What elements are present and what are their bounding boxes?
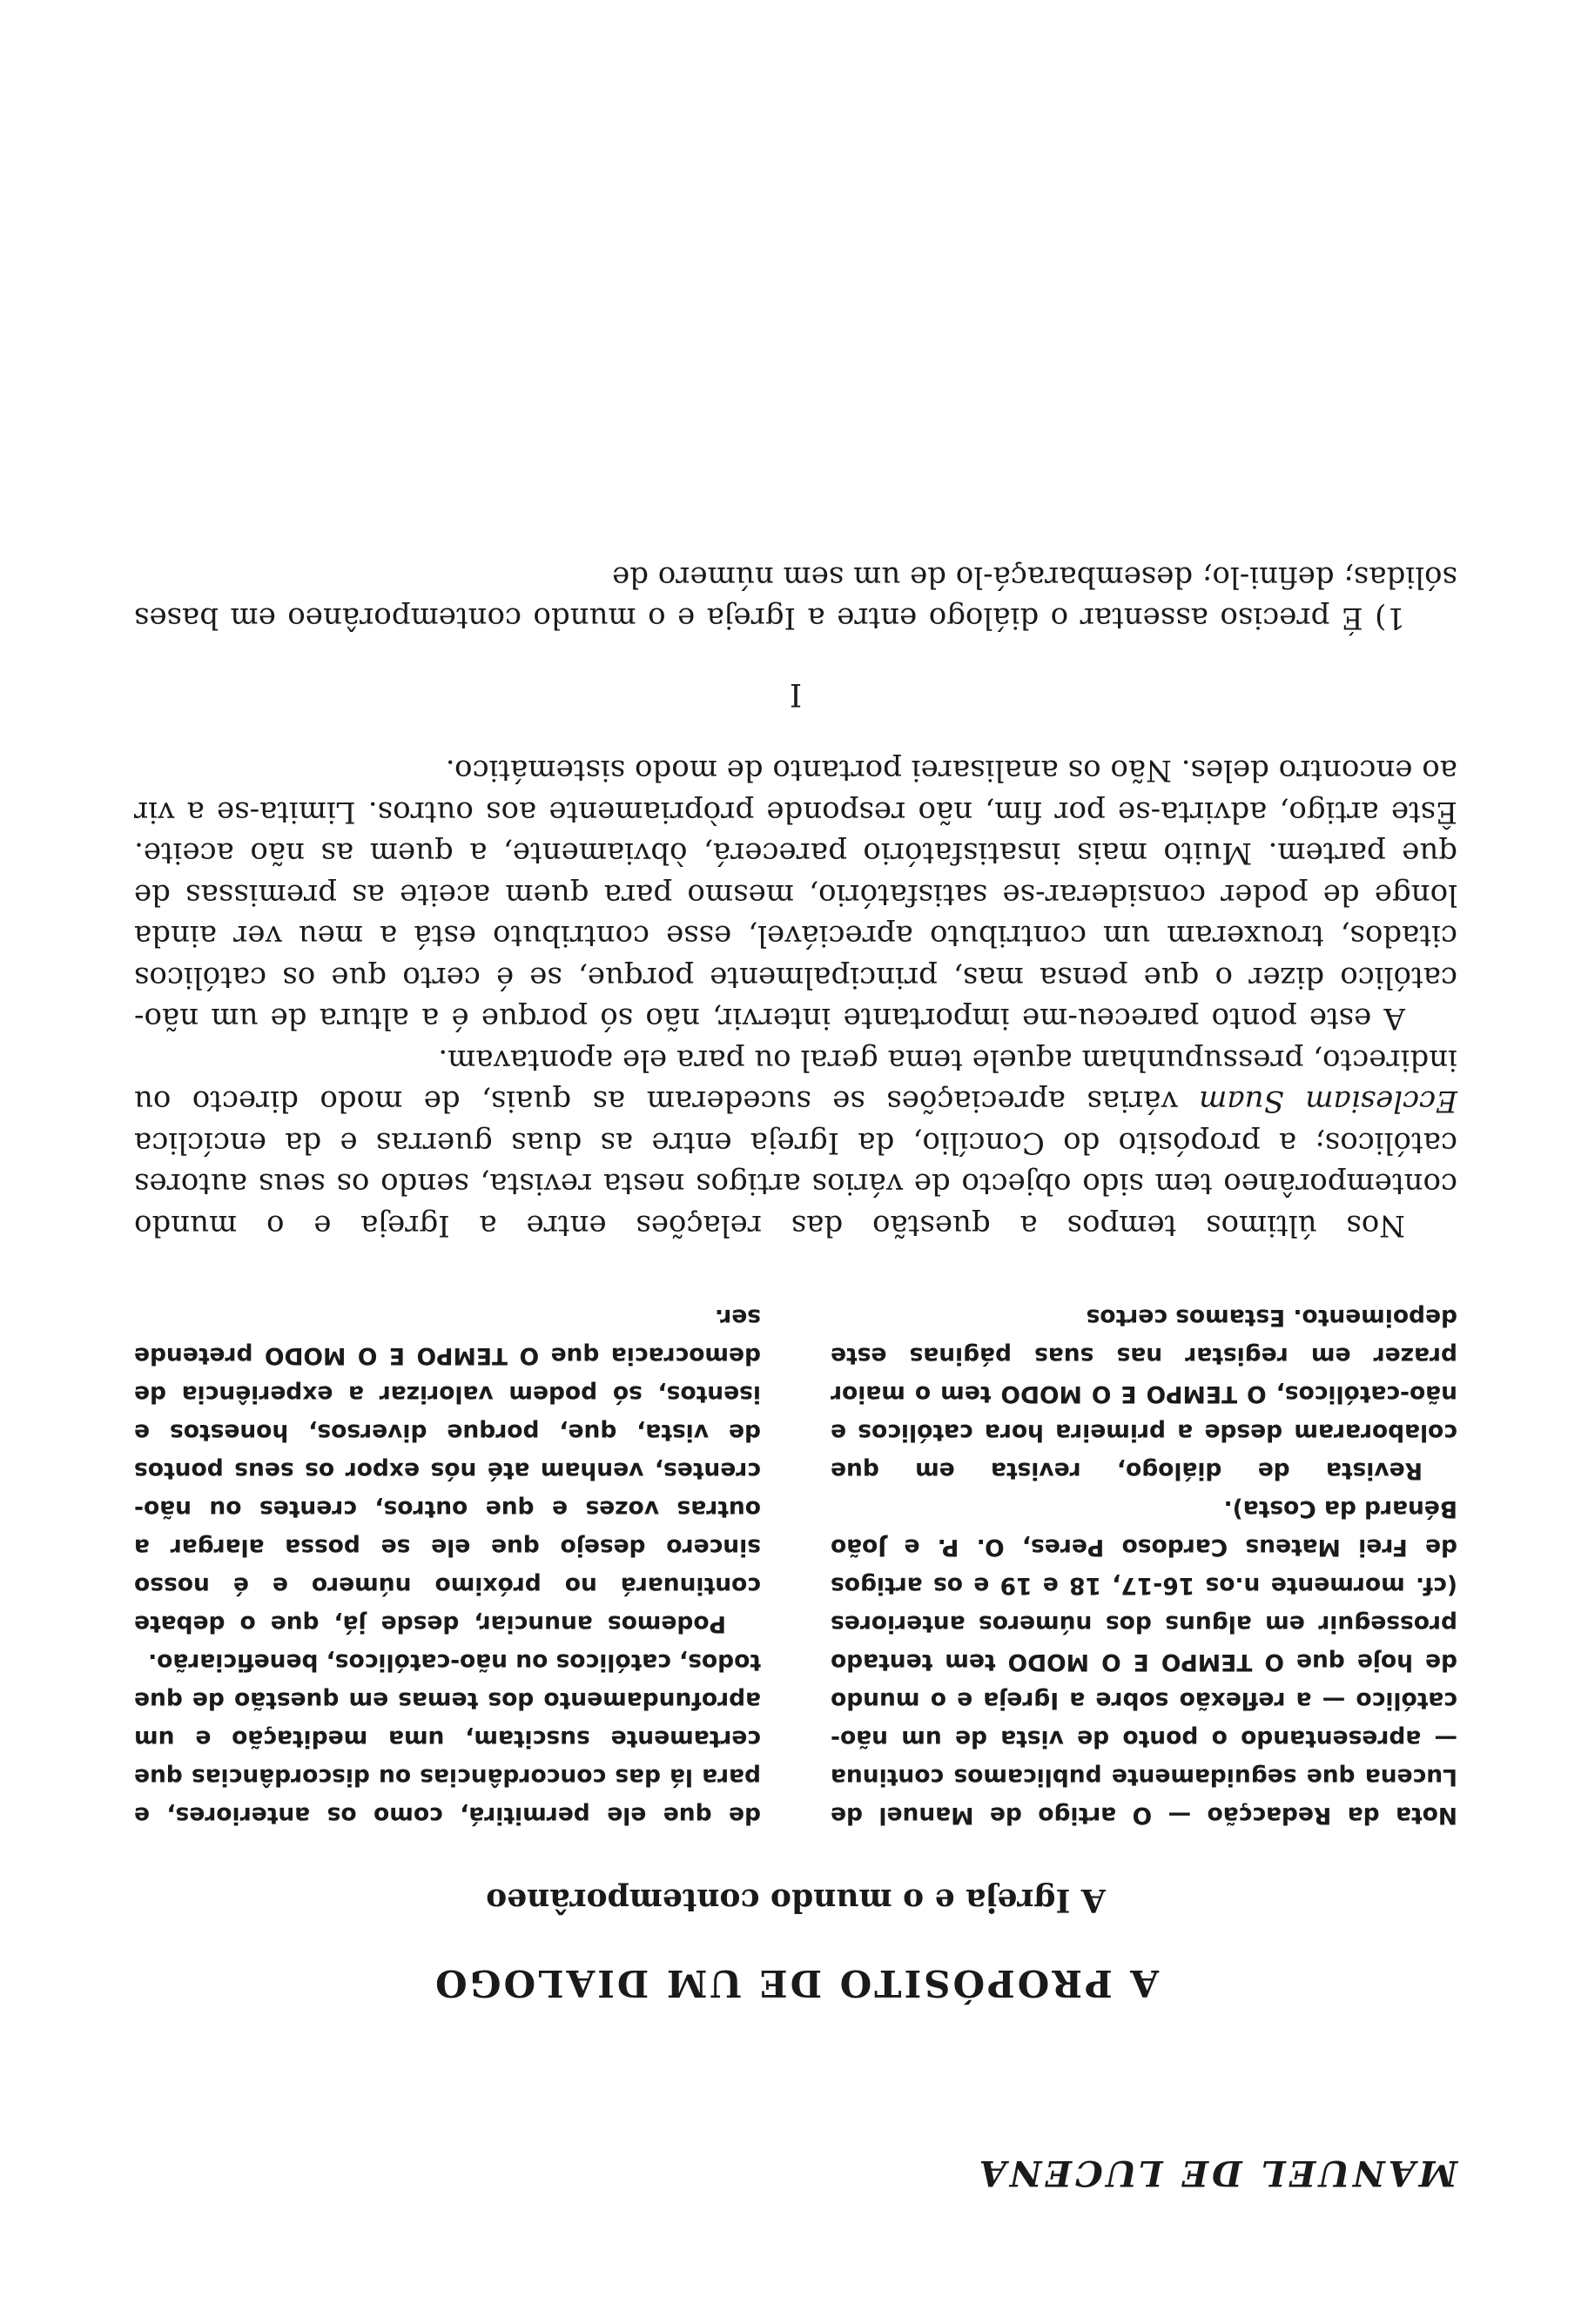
magazine-name: O TEMPO E O MODO (1000, 1380, 1267, 1407)
editorial-note (134, 1298, 1457, 1834)
note-text: Nota da Redacção — O artigo de Manuel de Lucena que seguidamente publicamos continua — apresentando o ponto de vista de um não-católico — a reflexão sobre a Igreja e o mundo de hoje que (831, 1649, 1457, 1829)
magazine-name: O TEMPO E O MODO (264, 1342, 540, 1369)
article-subtitle: A Igreja e o mundo contemporâneo (486, 1882, 1106, 1918)
author-header: MANUEL DE LUCENA (975, 2153, 1457, 2193)
note-text: tem o maior prazer em registar nas suas páginas este depoimento. Estamos certos (831, 1304, 1457, 1407)
note-paragraph (831, 1298, 1457, 1489)
note-paragraph (134, 1642, 761, 1834)
section-numeral: I (789, 676, 803, 712)
note-text: de que ele permitirá, como os anteriores, e para lá das concordâncias ou discordâncias que certamente suscitam, uma meditação e um aprofundamento dos temas em questão de que todos, católicos ou não-católicos, beneficiarão. (134, 1649, 761, 1829)
note-text: Podemos anunciar, desde já, que o debate continuará no próximo número e é nosso sincero desejo que ele se possa alargar a outras vozes e que outros, crentes ou não-crentes, venham até nós expor os seus pontos de vista, que, porque diversos, honestos e isentos, só podem valorizar a experiência de democracia que (134, 1342, 761, 1637)
body-paragraph (134, 556, 1457, 639)
body-text: 1) É preciso assentar o diálogo entre a Igreja e o mundo contemporâneo em bases sólidas; defini-lo; desembaraçá-lo de um sem número de (134, 560, 1457, 636)
note-text: tem tentado prosseguir em alguns dos números anteriores (cf. mormente n.os 16-17, 18 e 19 e os artigos de Frei Mateus Cardoso Peres, O. P. e João Bénard da Costa). (831, 1495, 1457, 1676)
body-text: várias apreciações se sucederam as quais, de modo directo ou indirecto, pressupunham aquele tema geral ou para ele apontavam. (134, 1043, 1457, 1119)
note-paragraph (134, 1298, 761, 1642)
page-content (134, 556, 1457, 2194)
editorial-note-right-column (134, 1298, 761, 1834)
encyclical-title: Ecclesiam Suam (1199, 1084, 1457, 1119)
note-text: Revista de diálogo, revista em que colaboraram desde a primeira hora católicos e não-católicos, (831, 1380, 1457, 1484)
body-text: A este ponto pareceu-me importante intervir, não só porque é a altura de um não-católico dizer o que pensa mas, principalmente porque, se é certo que os católicos citados, trouxeram um contributo apreciável, esse contributo está a meu ver ainda longe de poder considerar-se satisfatório, mesmo para quem aceite as premissas de que partem. Muito mais insatisfatório parecerá, òbviamente, a quem as não aceite. Êste artigo, advirta-se por fim, não responde pròpriamente aos outros. Limita-se a vir ao encontro deles. Não os analisarei portanto de modo sistemático. (134, 753, 1457, 1037)
body-paragraph (134, 1039, 1457, 1246)
magazine-name: O TEMPO E O MODO (1007, 1649, 1284, 1676)
note-paragraph (831, 1489, 1457, 1834)
body-paragraph (134, 749, 1457, 1039)
note-text: pretende ser. (134, 1304, 761, 1369)
article-title: A PROPÓSITO DE UM DIALOGO (433, 1962, 1159, 2005)
editorial-note-left-column (831, 1298, 1457, 1834)
article-body (134, 556, 1457, 1246)
body-text: Nos últimos tempos a questão das relações entre a Igreja e o mundo contemporâneo tem sido objecto de vários artigos nesta revista, sendo os seus autores católicos; a propósito do Concílio, da Igreja entre as duas guerras e da encíclica (134, 1125, 1457, 1243)
